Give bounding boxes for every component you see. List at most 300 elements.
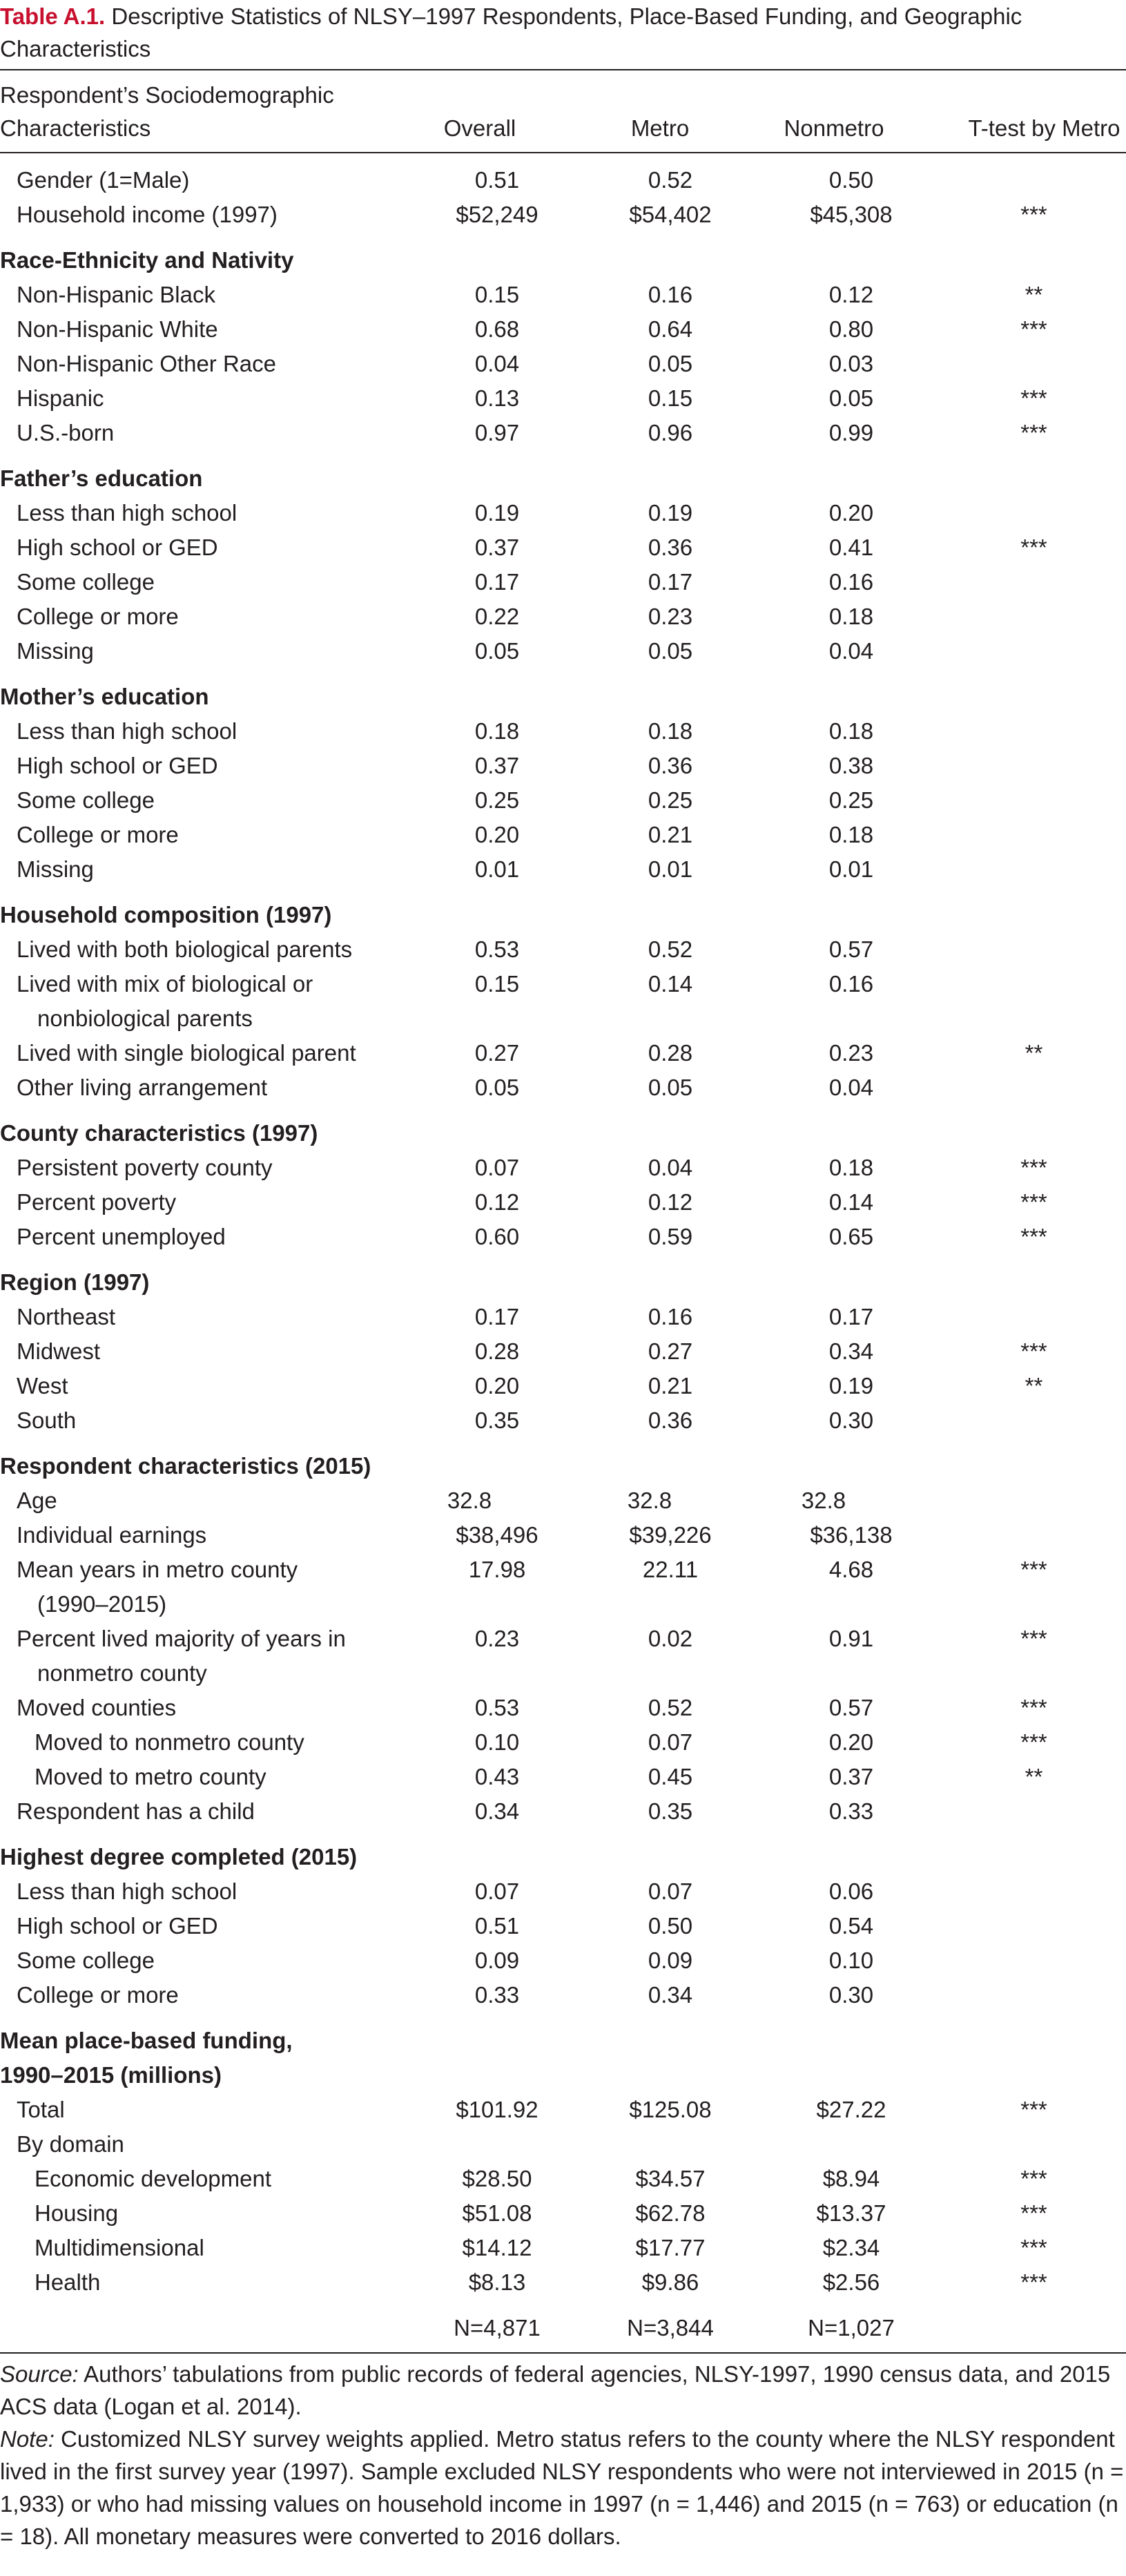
section-heading [0,1829,1126,1874]
cell-overall: 0.35 [474,1407,520,1433]
row-label: Moved counties [17,1695,177,1720]
row-label: High school or GED [17,535,218,560]
cell-ttest: ** [1025,282,1043,307]
cell-nonmetro: $13.37 [816,2200,886,2226]
cell-overall: 0.22 [474,604,520,629]
cell-metro: 0.18 [648,718,693,744]
cell-ttest: *** [1020,2269,1047,2295]
cell-nonmetro: $2.56 [822,2269,880,2295]
row-label: Respondent has a child [17,1798,255,1824]
cell-overall: 0.20 [474,822,520,847]
row-label: Lived with both biological parents [17,936,353,962]
cell-nonmetro: $27.22 [816,2097,886,2122]
cell-ttest [942,749,1126,783]
section-heading [0,232,1126,278]
table-row [0,1943,1126,1978]
table-row [0,2127,1126,2162]
row-label: Total [17,2097,65,2122]
table-row-continuation [0,1656,1126,1691]
cell-overall: $38,496 [456,1522,538,1548]
cell-metro: 32.8 [627,1488,672,1513]
cell-ttest [942,932,1126,967]
cell-ttest: *** [1020,1224,1047,1249]
table-row [0,2265,1126,2300]
cell-overall: 0.60 [474,1224,520,1249]
cell-overall: 0.07 [474,1878,520,1904]
row-label-continuation: nonbiological parents [37,1006,253,1031]
source-text: Authors’ tabulations from public records of federal agencies, NLSY-1997, 1990 census data, and 2015 ACS data (Logan et al. 2014). [0,2361,1111,2419]
cell-ttest [942,634,1126,669]
cell-metro: $17.77 [635,2235,706,2260]
cell-overall: 0.28 [474,1338,520,1364]
cell-nonmetro: 0.30 [828,1407,874,1433]
cell-metro: 0.59 [648,1224,693,1249]
cell-ttest [942,1518,1126,1553]
row-label: Some college [17,787,155,813]
cell-nonmetro: 0.99 [828,420,874,445]
section-heading [0,1438,1126,1483]
cell-ttest: *** [1020,385,1047,411]
cell-metro: 0.17 [648,569,693,595]
cell-overall: 0.04 [474,351,520,376]
cell-nonmetro: 0.18 [828,822,874,847]
cell-overall: 0.09 [474,1948,520,1973]
table-row [0,967,1126,1001]
table-row [0,2162,1126,2196]
header-characteristics-line1: Respondent’s Sociodemographic [0,82,334,108]
row-label: Housing [35,2200,119,2226]
table-row [0,599,1126,634]
row-label: Gender (1=Male) [17,167,190,193]
row-label: Hispanic [17,385,104,411]
section-heading [0,2058,1126,2093]
row-label-by-domain: By domain [17,2131,124,2157]
row-label: Health [35,2269,101,2295]
cell-ttest [942,1070,1126,1105]
header-characteristics [0,70,414,153]
row-label: South [17,1407,77,1433]
row-label: College or more [17,1982,179,2008]
cell-metro: 0.04 [648,1155,693,1180]
header-nonmetro: Nonmetro [784,115,884,141]
cell-metro: 0.36 [648,535,693,560]
table-row [0,1978,1126,2012]
table-row [0,1725,1126,1760]
cell-overall: 0.17 [474,569,520,595]
cell-metro: 0.14 [648,971,693,997]
table-row [0,1909,1126,1943]
cell-ttest [942,599,1126,634]
row-label: Age [17,1488,57,1513]
row-label: Lived with single biological parent [17,1040,356,1066]
table-row [0,381,1126,416]
cell-nonmetro: 0.16 [828,971,874,997]
table-header [0,70,1126,153]
table-row-continuation [0,1587,1126,1622]
table-caption-text: Descriptive Statistics of NLSY–1997 Respondents, Place-Based Funding, and Geographic Characteristics [0,3,1022,61]
header-ttest: T-test by Metro [968,115,1120,141]
row-label: Northeast [17,1304,116,1329]
cell-overall: $101.92 [456,2097,538,2122]
table-row [0,1220,1126,1254]
cell-nonmetro: $2.34 [822,2235,880,2260]
table-row [0,496,1126,530]
row-label-continuation: nonmetro county [37,1660,207,1686]
table-row [0,1036,1126,1070]
table-row [0,634,1126,669]
source-label: Source: [0,2361,79,2387]
cell-ttest [942,1874,1126,1909]
table-row [0,1070,1126,1105]
row-label: Missing [17,856,94,882]
table-caption [0,0,1126,65]
cell-metro: 0.16 [648,282,693,307]
table-row [0,2231,1126,2265]
note-text: Customized NLSY survey weights applied. Metro status refers to the county where the NLSY respondent lived in the first survey year (1997). Sample excluded NLSY respondents who were not interviewed in 2015 (n = 1,933) or who had missing values on household income in 1997 (n = 1,446) and 2015 (n = 763) or education (n = 18). All monetary measures were converted to 2016 dollars. [0,2426,1124,2549]
cell-metro: 0.02 [648,1626,693,1651]
cell-ttest [942,714,1126,749]
note-label: Note: [0,2426,55,2452]
table-row [0,852,1126,887]
cell-metro: 0.16 [648,1304,693,1329]
cell-overall: 0.07 [474,1155,520,1180]
cell-metro: 0.05 [648,638,693,664]
cell-overall: 0.23 [474,1626,520,1651]
section-heading-race: Race-Ethnicity and Nativity [0,247,294,273]
table-row [0,312,1126,347]
cell-metro: 22.11 [642,1557,699,1582]
cell-ttest [942,496,1126,530]
cell-nonmetro: 0.03 [828,351,874,376]
cell-ttest [942,1300,1126,1334]
section-heading [0,2012,1126,2058]
cell-overall: 0.20 [474,1373,520,1398]
row-label [0,2300,414,2352]
row-label: Economic development [35,2166,272,2191]
table-row [0,278,1126,312]
general-note [0,2423,1126,2553]
table-row [0,1794,1126,1829]
row-label: Persistent poverty county [17,1155,273,1180]
section-heading [0,1105,1126,1151]
cell-overall: 0.37 [474,753,520,778]
row-label: West [17,1373,68,1398]
cell-nonmetro: 0.65 [828,1224,874,1249]
cell-ttest [942,1794,1126,1829]
source-note [0,2358,1126,2423]
table-row [0,530,1126,565]
cell-ttest: *** [1020,316,1047,342]
cell-nonmetro: 0.54 [828,1913,874,1939]
row-label: Non-Hispanic Other Race [17,351,276,376]
row-label: Moved to metro county [35,1764,266,1789]
cell-ttest [942,1909,1126,1943]
cell-metro: $34.57 [635,2166,706,2191]
cell-overall: $51.08 [462,2200,532,2226]
cell-ttest [942,1403,1126,1438]
cell-nonmetro: 0.16 [828,569,874,595]
cell-ttest: *** [1020,1338,1047,1364]
cell-overall: 0.43 [474,1764,520,1789]
cell-overall: $52,249 [456,202,538,227]
cell-ttest [942,783,1126,818]
row-label: Household income (1997) [17,202,278,227]
row-label: Moved to nonmetro county [35,1729,304,1755]
cell-nonmetro: 0.80 [828,316,874,342]
cell-metro: 0.52 [648,167,693,193]
table-row [0,1300,1126,1334]
table-row [0,1403,1126,1438]
cell-nonmetro: 0.23 [828,1040,874,1066]
cell-ttest: *** [1020,1626,1047,1651]
cell-metro: 0.15 [648,385,693,411]
section-heading [0,450,1126,496]
row-label-continuation: (1990–2015) [37,1591,167,1617]
table-row [0,1760,1126,1794]
table-row [0,1553,1126,1587]
cell-nonmetro: 0.20 [828,500,874,526]
table-row [0,1622,1126,1656]
row-label: Mean years in metro county [17,1557,298,1582]
cell-ttest: *** [1020,1155,1047,1180]
cell-metro: 0.27 [648,1338,693,1364]
cell-metro: 0.19 [648,500,693,526]
row-label: Percent poverty [17,1189,177,1215]
cell-nonmetro: 0.18 [828,1155,874,1180]
cell-metro: 0.21 [648,1373,693,1398]
cell-metro: $62.78 [635,2200,706,2226]
cell-nonmetro: 0.91 [828,1626,874,1651]
cell-ttest: *** [1020,1695,1047,1720]
cell-overall: $8.13 [468,2269,526,2295]
cell-nonmetro: 0.01 [828,856,874,882]
cell-metro: 0.23 [648,604,693,629]
cell-ttest [942,852,1126,887]
cell-metro: 0.36 [648,753,693,778]
table-row [0,347,1126,381]
cell-overall: $14.12 [462,2235,532,2260]
cell-metro: 0.01 [648,856,693,882]
section-heading [0,669,1126,714]
cell-metro: 0.05 [648,1075,693,1100]
table-row [0,749,1126,783]
row-label: Individual earnings [17,1522,207,1548]
table-row [0,818,1126,852]
table-row [0,198,1126,232]
cell-metro: 0.64 [648,316,693,342]
cell-metro: 0.34 [648,1982,693,2008]
cell-ttest [942,1483,1126,1518]
table-caption-label: Table A.1. [0,3,106,29]
cell-overall: 0.17 [474,1304,520,1329]
cell-n-overall: N=4,871 [454,2315,541,2340]
cell-nonmetro: $8.94 [822,2166,880,2191]
cell-overall: 0.13 [474,385,520,411]
cell-metro: 0.50 [648,1913,693,1939]
table-row [0,1874,1126,1909]
cell-metro: 0.07 [648,1878,693,1904]
cell-ttest [942,818,1126,852]
cell-overall: 32.8 [447,1488,492,1513]
cell-overall: 0.01 [474,856,520,882]
table-row [0,783,1126,818]
cell-ttest: *** [1020,2235,1047,2260]
sample-size-row [0,2300,1126,2352]
table-row [0,565,1126,599]
row-label: College or more [17,604,179,629]
row-label: Non-Hispanic White [17,316,218,342]
cell-metro: 0.52 [648,1695,693,1720]
cell-overall: 0.97 [474,420,520,445]
table-row [0,1518,1126,1553]
cell-overall: 0.37 [474,535,520,560]
cell-nonmetro: 0.34 [828,1338,874,1364]
cell-overall: 0.34 [474,1798,520,1824]
cell-metro: $39,226 [629,1522,712,1548]
table-row [0,1334,1126,1369]
row-label: Missing [17,638,94,664]
row-label: Midwest [17,1338,101,1364]
cell-nonmetro: 0.20 [828,1729,874,1755]
cell-ttest: *** [1020,535,1047,560]
cell-overall: 0.51 [474,1913,520,1939]
cell-overall: 0.53 [474,1695,520,1720]
cell-n-metro: N=3,844 [627,2315,714,2340]
cell-nonmetro: 0.33 [828,1798,874,1824]
row-label: High school or GED [17,1913,218,1939]
statistics-table [0,70,1126,2352]
cell-ttest: *** [1020,2200,1047,2226]
row-label: U.S.-born [17,420,115,445]
cell-nonmetro: 0.38 [828,753,874,778]
cell-overall: 17.98 [468,1557,526,1582]
cell-overall: 0.18 [474,718,520,744]
cell-ttest: *** [1020,420,1047,445]
cell-metro: 0.12 [648,1189,693,1215]
header-characteristics-line2: Characteristics [0,115,151,141]
section-heading [0,1254,1126,1300]
cell-ttest: *** [1020,1729,1047,1755]
cell-metro: 0.36 [648,1407,693,1433]
cell-n-ttest [942,2300,1126,2352]
table-row [0,1369,1126,1403]
cell-overall: 0.19 [474,500,520,526]
cell-nonmetro: 0.06 [828,1878,874,1904]
cell-metro: 0.45 [648,1764,693,1789]
header-metro: Metro [630,115,690,141]
table-row [0,2093,1126,2127]
cell-overall: 0.33 [474,1982,520,2008]
cell-ttest: ** [1025,1764,1043,1789]
row-label: College or more [17,822,179,847]
cell-ttest: ** [1025,1040,1043,1066]
cell-overall: 0.68 [474,316,520,342]
cell-nonmetro: 0.19 [828,1373,874,1398]
cell-metro: 0.96 [648,420,693,445]
cell-nonmetro: 0.14 [828,1189,874,1215]
section-heading-funding-line1: Mean place-based funding, [0,2028,293,2053]
cell-nonmetro: 0.10 [828,1948,874,1973]
row-label: Less than high school [17,1878,237,1904]
cell-nonmetro: 0.18 [828,604,874,629]
cell-nonmetro: 32.8 [801,1488,846,1513]
cell-nonmetro: $45,308 [810,202,893,227]
table-row [0,153,1126,198]
cell-metro: 0.28 [648,1040,693,1066]
row-label: Some college [17,569,155,595]
cell-metro: 0.35 [648,1798,693,1824]
cell-nonmetro: 0.12 [828,282,874,307]
cell-metro: 0.07 [648,1729,693,1755]
cell-ttest: *** [1020,202,1047,227]
cell-ttest [942,1943,1126,1978]
cell-nonmetro: 0.57 [828,1695,874,1720]
cell-nonmetro: 0.37 [828,1764,874,1789]
cell-nonmetro: 0.04 [828,638,874,664]
table-row-continuation [0,1001,1126,1036]
cell-ttest: ** [1025,1373,1043,1398]
section-heading-household: Household composition (1997) [0,902,332,927]
table-row [0,714,1126,749]
cell-overall: 0.53 [474,936,520,962]
table-row [0,1691,1126,1725]
section-heading-degree: Highest degree completed (2015) [0,1844,358,1869]
cell-ttest: *** [1020,1189,1047,1215]
cell-metro: 0.25 [648,787,693,813]
cell-nonmetro: 4.68 [828,1557,874,1582]
cell-overall: 0.05 [474,638,520,664]
section-heading-county: County characteristics (1997) [0,1120,318,1146]
table-notes [0,2354,1126,2553]
cell-overall: 0.10 [474,1729,520,1755]
cell-nonmetro: 0.05 [828,385,874,411]
cell-nonmetro: 0.50 [828,167,874,193]
row-label: Non-Hispanic Black [17,282,215,307]
cell-metro: $125.08 [629,2097,712,2122]
cell-overall: 0.05 [474,1075,520,1100]
header-overall: Overall [443,115,516,141]
cell-nonmetro: 0.17 [828,1304,874,1329]
row-label: Percent lived majority of years in [17,1626,346,1651]
cell-nonmetro: 0.41 [828,535,874,560]
cell-overall: 0.15 [474,971,520,997]
table-row [0,1185,1126,1220]
cell-nonmetro: 0.18 [828,718,874,744]
cell-overall: $28.50 [462,2166,532,2191]
cell-metro: 0.21 [648,822,693,847]
table-body [0,153,1126,2352]
cell-nonmetro: 0.57 [828,936,874,962]
section-heading-mother-education: Mother’s education [0,684,209,709]
cell-ttest [942,565,1126,599]
table-row [0,1151,1126,1185]
row-label: Lived with mix of biological or [17,971,313,997]
section-heading-father-education: Father’s education [0,465,203,491]
cell-metro: 0.05 [648,351,693,376]
cell-metro: 0.09 [648,1948,693,1973]
row-label: Some college [17,1948,155,1973]
cell-ttest [942,1978,1126,2012]
cell-nonmetro: $36,138 [810,1522,893,1548]
row-label: Other living arrangement [17,1075,268,1100]
row-label: Percent unemployed [17,1224,226,1249]
table-row [0,2196,1126,2231]
cell-overall: 0.27 [474,1040,520,1066]
row-label: Less than high school [17,500,237,526]
section-heading-funding-line2: 1990–2015 (millions) [0,2062,222,2088]
cell-metro: $54,402 [629,202,712,227]
section-heading [0,887,1126,932]
